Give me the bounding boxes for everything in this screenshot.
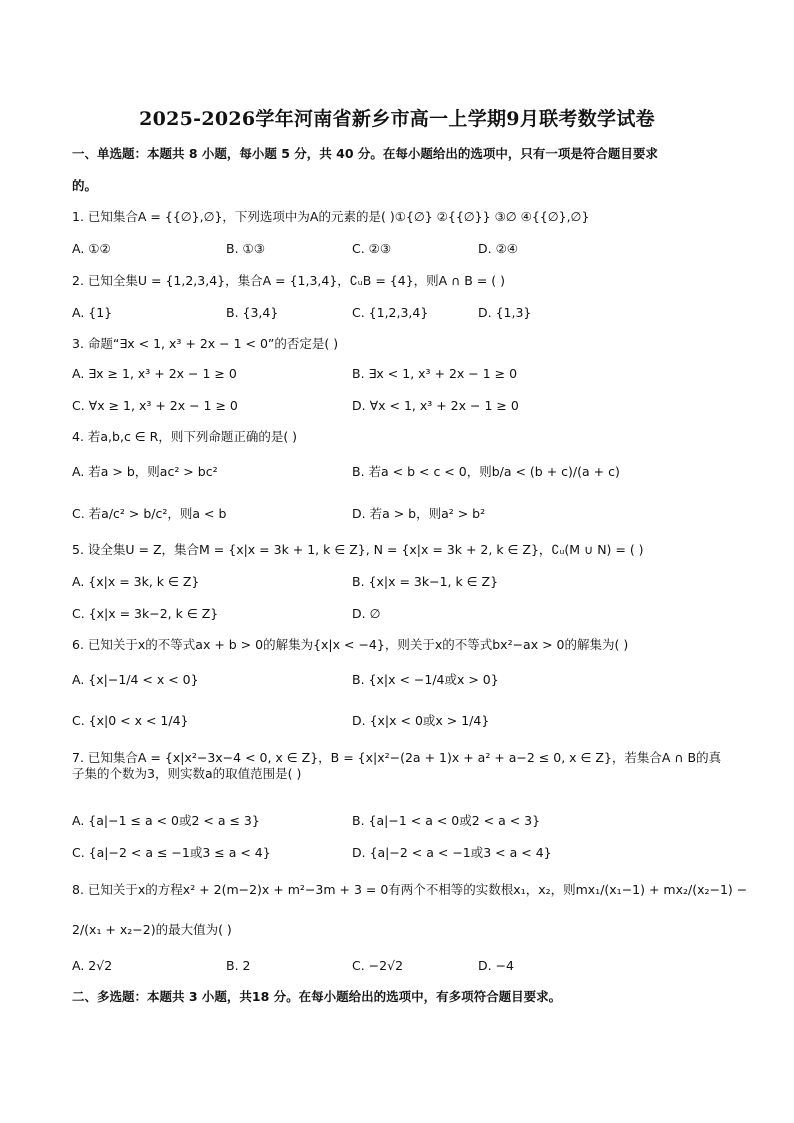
- section-2-header: 二、多选题：本题共 3 小题，共18 分。在每小题给出的选项中，有多项符合题目要求。: [72, 989, 562, 1004]
- question-8-option-c: C. −2√2: [352, 958, 404, 973]
- question-1-option-a: A. ①②: [72, 241, 111, 256]
- question-3-option-b: B. ∃x < 1, x³ + 2x − 1 ≥ 0: [352, 366, 518, 381]
- question-7-stem: 7. 已知集合A = {x|x²−3x−4 < 0, x ∈ Z}，B = {x|x²−(2a + 1)x + a² + a−2 ≤ 0, x ∈ Z}，若集合A ∩ B的真子集的个数为3，则实数a的取值范围是( ): [72, 750, 722, 781]
- question-5-option-a: A. {x|x = 3k, k ∈ Z}: [72, 574, 200, 589]
- question-1-option-c: C. ②③: [352, 241, 392, 256]
- question-1-option-b: B. ①③: [226, 241, 265, 256]
- question-7-option-d: D. {a|−2 < a < −1或3 < a < 4}: [352, 845, 552, 860]
- section-1-header: 一、单选题：本题共 8 小题，每小题 5 分，共 40 分。在每小题给出的选项中，只有一项是符合题目要求: [72, 146, 658, 161]
- question-4-option-b: B. 若a < b < c < 0，则b/a < (b + c)/(a + c): [352, 464, 620, 479]
- question-2-option-c: C. {1,2,3,4}: [352, 305, 429, 320]
- question-4-option-c: C. 若a/c² > b/c²，则a < b: [72, 506, 227, 521]
- question-6-option-b: B. {x|x < −1/4或x > 0}: [352, 672, 499, 687]
- question-8-option-d: D. −4: [478, 958, 514, 973]
- question-5-stem: 5. 设全集U = Z，集合M = {x|x = 3k + 1, k ∈ Z}, N = {x|x = 3k + 2, k ∈ Z}，∁ᵤ(M ∪ N) = ( ): [72, 542, 644, 557]
- question-7-option-c: C. {a|−2 < a ≤ −1或3 ≤ a < 4}: [72, 845, 271, 860]
- question-5-option-c: C. {x|x = 3k−2, k ∈ Z}: [72, 606, 219, 621]
- question-8-option-b: B. 2: [226, 958, 251, 973]
- question-7-option-b: B. {a|−1 < a < 0或2 < a < 3}: [352, 813, 541, 828]
- question-3-option-a: A. ∃x ≥ 1, x³ + 2x − 1 ≥ 0: [72, 366, 237, 381]
- question-5-option-d: D. ∅: [352, 606, 381, 621]
- question-3-option-c: C. ∀x ≥ 1, x³ + 2x − 1 ≥ 0: [72, 398, 238, 413]
- question-1-stem: 1. 已知集合A = {{∅},∅}，下列选项中为A的元素的是( )①{∅} ②{{∅}} ③∅ ④{{∅},∅}: [72, 209, 590, 224]
- question-2-stem: 2. 已知全集U = {1,2,3,4}，集合A = {1,3,4}，∁ᵤB = {4}，则A ∩ B = ( ): [72, 273, 506, 288]
- question-3-option-d: D. ∀x < 1, x³ + 2x − 1 ≥ 0: [352, 398, 519, 413]
- question-2-option-a: A. {1}: [72, 305, 113, 320]
- question-6-option-d: D. {x|x < 0或x > 1/4}: [352, 713, 490, 728]
- question-6-option-c: C. {x|0 < x < 1/4}: [72, 713, 189, 728]
- question-8-option-a: A. 2√2: [72, 958, 113, 973]
- question-5-option-b: B. {x|x = 3k−1, k ∈ Z}: [352, 574, 499, 589]
- question-3-stem: 3. 命题“∃x < 1, x³ + 2x − 1 < 0”的否定是( ): [72, 336, 339, 351]
- question-6-stem: 6. 已知关于x的不等式ax + b > 0的解集为{x|x < −4}，则关于x的不等式bx²−ax > 0的解集为( ): [72, 637, 629, 652]
- question-6-option-a: A. {x|−1/4 < x < 0}: [72, 672, 199, 687]
- question-2-option-b: B. {3,4}: [226, 305, 279, 320]
- question-7-option-a: A. {a|−1 ≤ a < 0或2 < a ≤ 3}: [72, 813, 260, 828]
- question-4-option-a: A. 若a > b，则ac² > bc²: [72, 464, 218, 479]
- question-4-option-d: D. 若a > b，则a² > b²: [352, 506, 486, 521]
- page-title: 2025-2026学年河南省新乡市高一上学期9月联考数学试卷: [139, 108, 655, 130]
- question-2-option-d: D. {1,3}: [478, 305, 532, 320]
- question-8-stem-cont: 2/(x₁ + x₂−2)的最大值为( ): [72, 922, 232, 937]
- question-8-stem: 8. 已知关于x的方程x² + 2(m−2)x + m²−3m + 3 = 0有两个不相等的实数根x₁，x₂，则mx₁/(x₁−1) + mx₂/(x₂−1) −: [72, 882, 748, 897]
- question-1-option-d: D. ②④: [478, 241, 518, 256]
- question-4-stem: 4. 若a,b,c ∈ R，则下列命题正确的是( ): [72, 429, 298, 444]
- section-1-header-cont: 的。: [72, 178, 98, 193]
